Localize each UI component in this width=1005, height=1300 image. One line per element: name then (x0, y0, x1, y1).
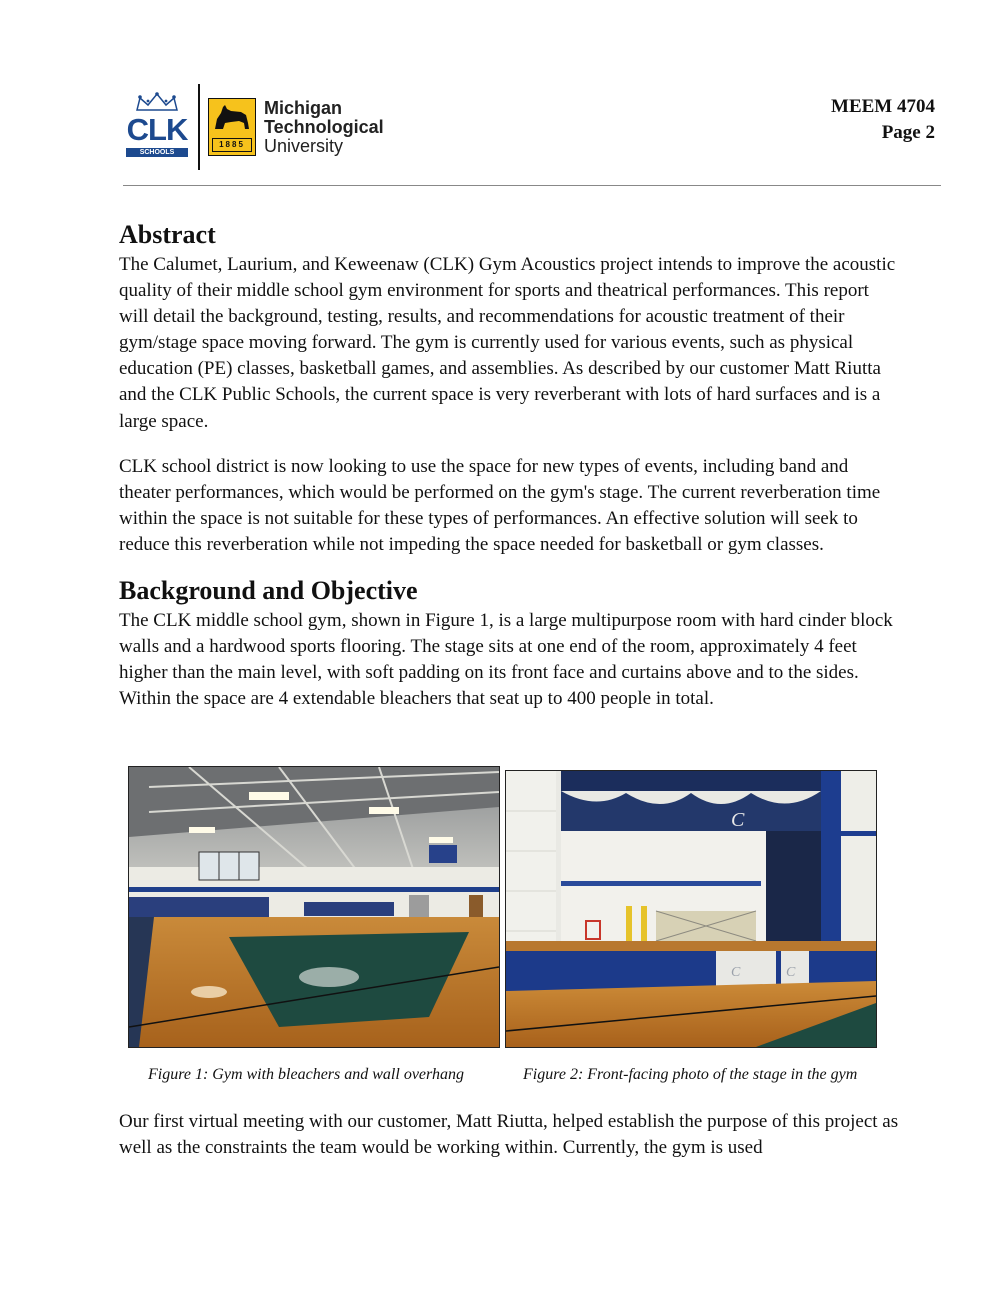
abstract-paragraph-1: The Calumet, Laurium, and Keweenaw (CLK) Gym Acoustics project intends to improve the acoustic quality of their middle school gym environment for sports and theatrical performances. This report will detail the background, testing, results, and recommendations for acoustic treatment of their gym/stage space moving forward. The gym is currently used for various events, such as physical education (PE) classes, basketball games, and assemblies. As described by our customer Matt Riutta and the CLK Public Schools, the current space is very reverberant with lots of hard surfaces and is a large space. (119, 254, 896, 432)
mtu-name-line2: Technological (264, 116, 384, 137)
crown-icon (134, 92, 180, 112)
svg-text:C: C (731, 809, 745, 831)
figure-1-caption: Figure 1: Gym with bleachers and wall overhang (148, 1066, 464, 1083)
svg-text:C: C (731, 965, 741, 980)
abstract-heading: Abstract (119, 220, 216, 249)
mtu-name-line1: Michigan (264, 97, 343, 118)
page-number: Page 2 (881, 122, 935, 143)
figure-1-gym-photo (128, 766, 500, 1048)
mtu-wordmark (264, 99, 384, 156)
abstract-paragraph-2: CLK school district is now looking to use the space for new types of events, including band and theater performances, which would be performed on the gym's stage. The current reverberation time within the space is not suitable for these types of performances. An effective solution will seek to reduce this reverberation while not impeding the space needed for basketball or gym classes. (119, 455, 881, 555)
svg-text:C: C (786, 965, 796, 980)
mtu-husky-badge (208, 98, 256, 156)
clk-logo-text: CLK (126, 112, 188, 147)
logo-divider (198, 84, 200, 170)
logo-group (124, 84, 384, 170)
figure-2-caption: Figure 2: Front-facing photo of the stage in the gym (523, 1066, 858, 1083)
continued-text (119, 1109, 909, 1161)
course-code: MEEM 4704 (831, 96, 935, 117)
clk-schools-logo (124, 92, 190, 162)
background-heading: Background and Objective (119, 576, 418, 606)
background-paragraph-1: The CLK middle school gym, shown in Figure 1, is a large multipurpose room with hard cinder block walls and a hardwood sports flooring. The stage sits at one end of the room, approximately 4 feet higher than the main level, with soft padding on its front face and curtains above and to the sides. Within the space are 4 extendable bleachers that seat up to 400 people in total. (119, 610, 893, 710)
mtu-badge-year: 1885 (212, 138, 252, 152)
clk-logo-subtext: SCHOOLS (126, 148, 188, 157)
mtu-name-line3: University (264, 135, 344, 156)
course-info (831, 94, 935, 146)
husky-icon (213, 103, 251, 131)
figure-row (128, 766, 878, 1106)
background-paragraph-2: Our first virtual meeting with our customer, Matt Riutta, helped establish the purpose of this project as well as the constraints the team would be working within. Currently, the gym is used (119, 1111, 899, 1159)
figure-2-stage-photo (505, 770, 877, 1048)
page-header (0, 0, 1005, 190)
header-rule (123, 185, 941, 186)
main-content (119, 218, 899, 712)
